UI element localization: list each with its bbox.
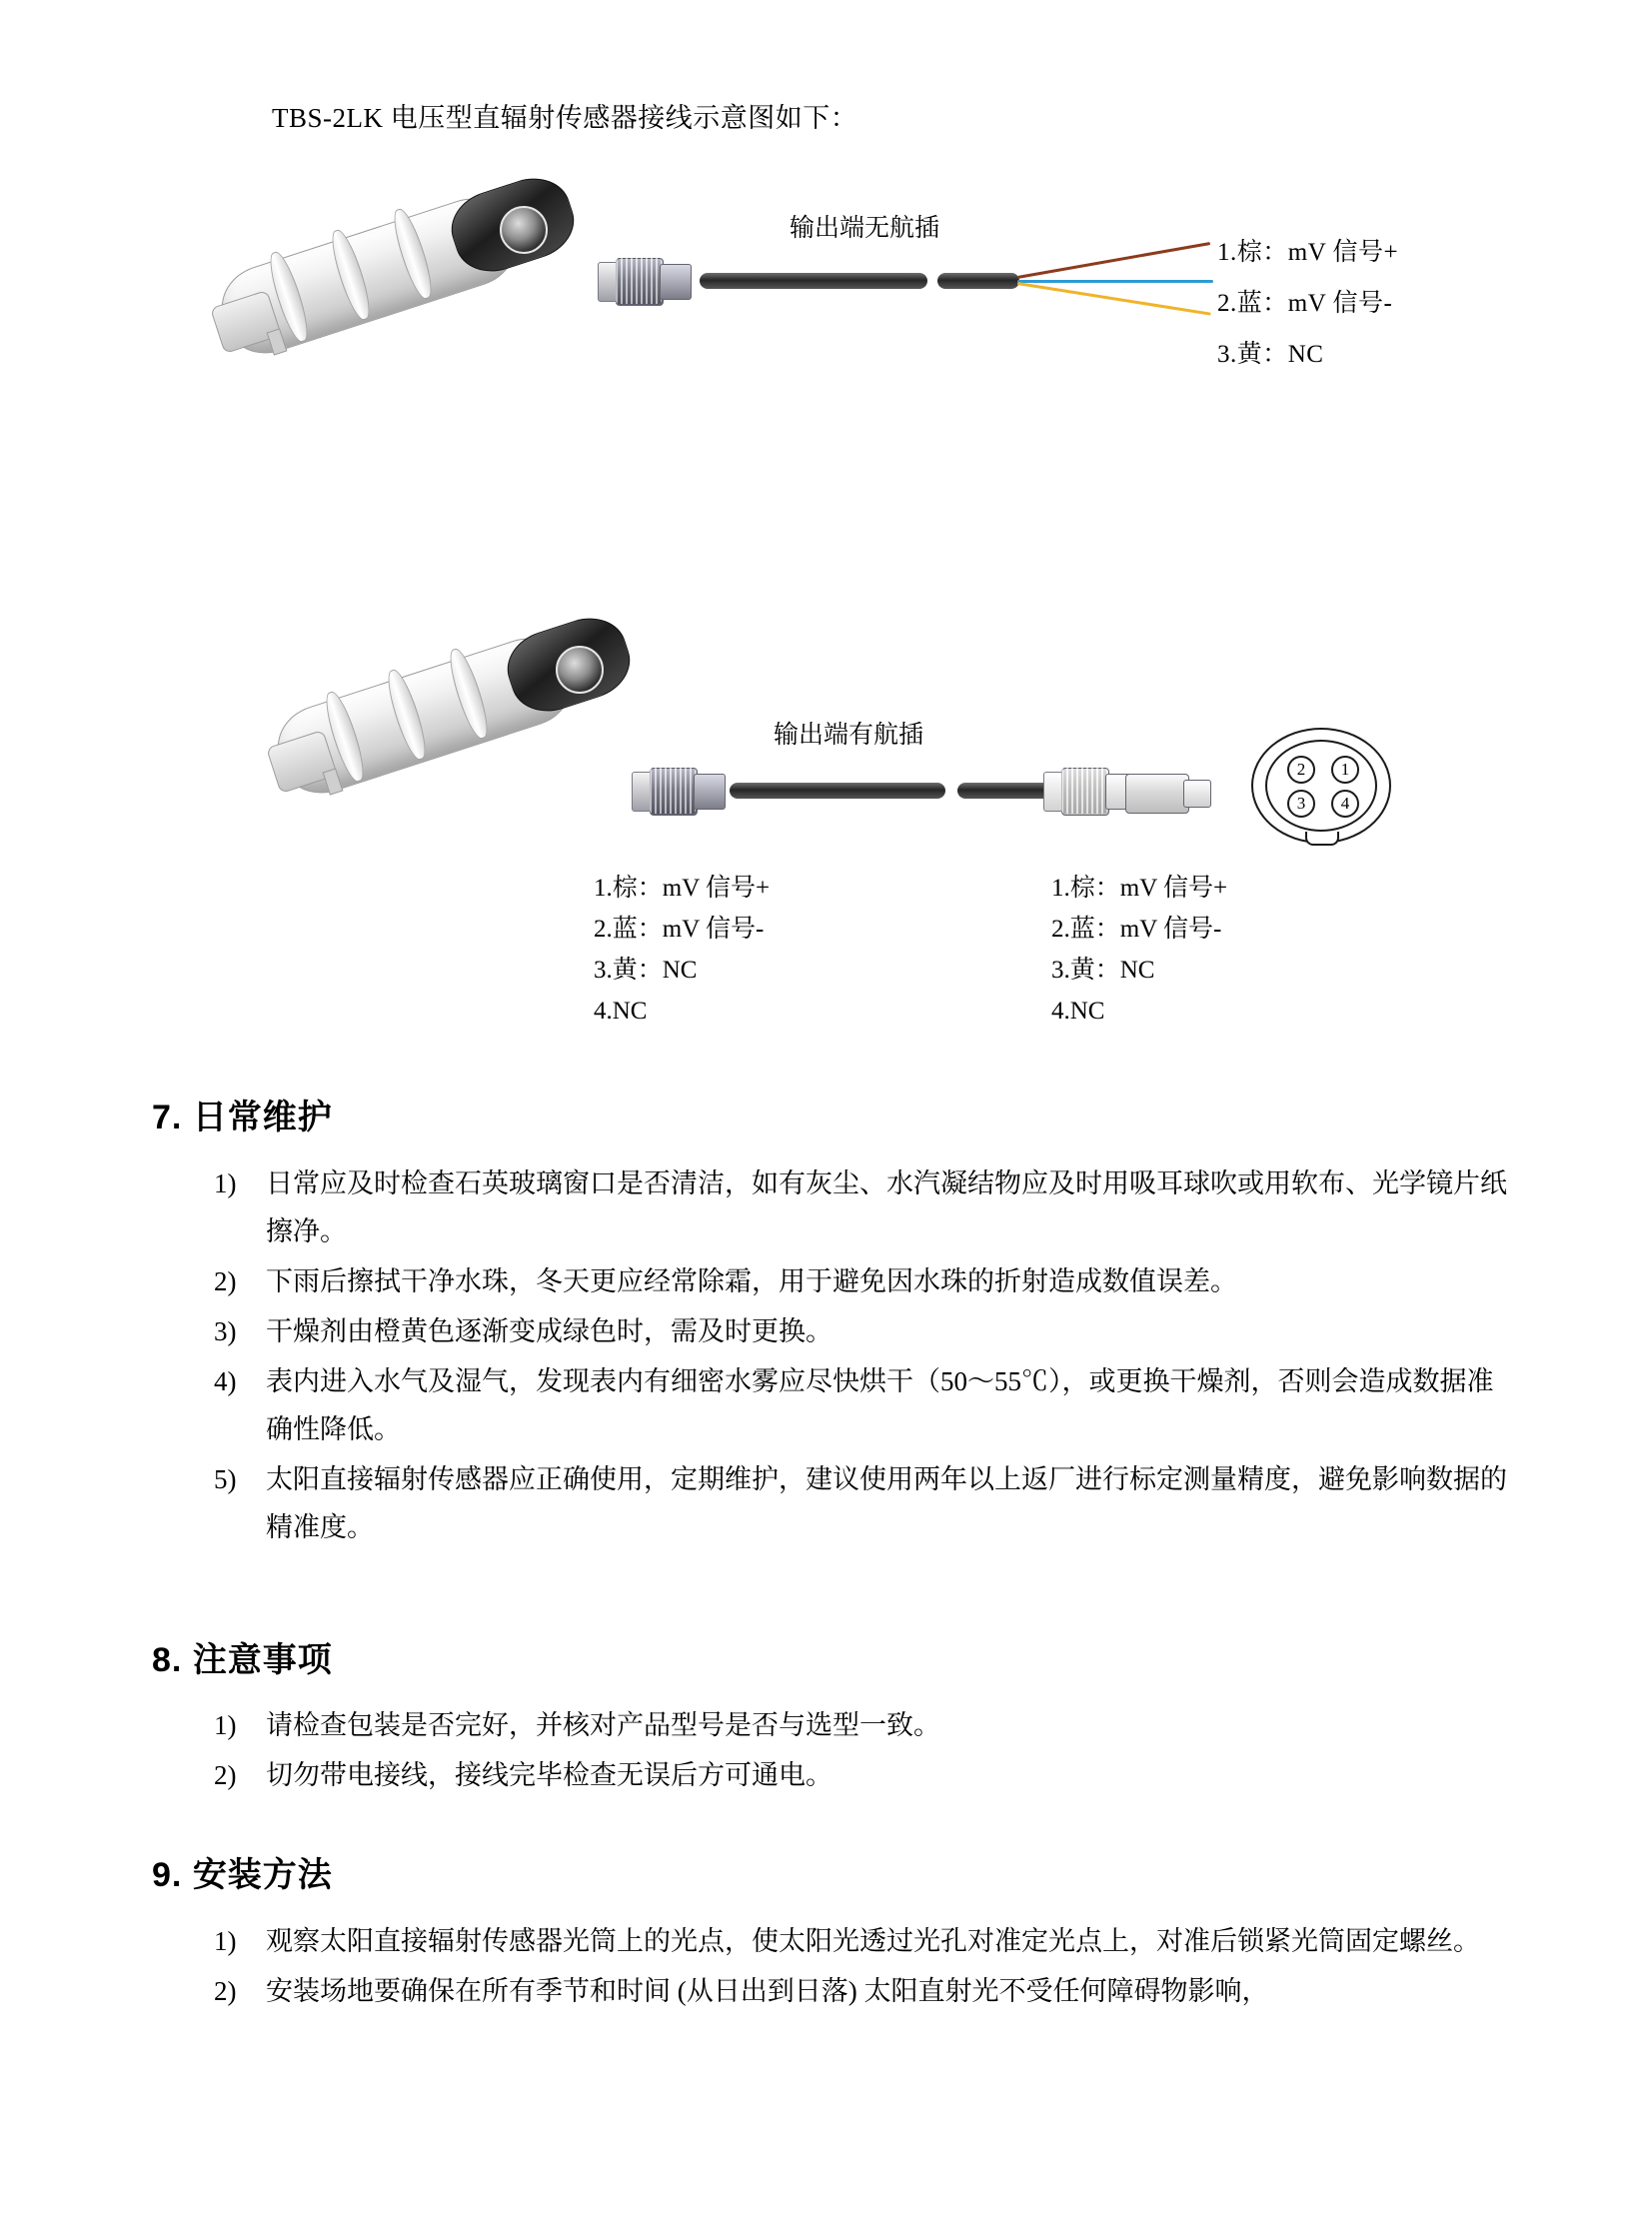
list-item-text: 请检查包装是否完好，并核对产品型号是否与选型一致。 (266, 1710, 940, 1740)
cable-connector-2-left (632, 768, 744, 814)
list-item (214, 1455, 1513, 1551)
figure2-left-pin-list (594, 868, 770, 1032)
section-number: 8. (152, 1641, 183, 1679)
list-item-number: 3) (214, 1316, 237, 1346)
connector-body (1125, 774, 1189, 814)
list-item-number: 1) (214, 1926, 237, 1956)
connector-shell (694, 774, 726, 810)
section-title: 安装方法 (192, 1856, 333, 1894)
pin-label: 4.NC (594, 998, 648, 1025)
list-item (214, 1257, 1513, 1305)
cable-segment-b (937, 273, 1019, 289)
section-8-list (214, 1701, 1513, 1801)
pin-label: 3.黄：NC (1051, 957, 1155, 984)
section-title: 日常维护 (192, 1099, 333, 1136)
connector-knurl (650, 768, 696, 814)
list-item-text: 切勿带电接线，接线完毕检查无误后方可通电。 (266, 1760, 832, 1790)
section-heading-7 (152, 1090, 333, 1138)
list-item-text: 观察太阳直接辐射传感器光筒上的光点，使太阳光透过光孔对准定光点上，对准后锁紧光筒固定螺丝。 (266, 1926, 1480, 1956)
figure2-right-pin-list (1051, 868, 1227, 1032)
sensor-illustration-1 (200, 180, 590, 380)
list-item-text: 下雨后擦拭干净水珠，冬天更应经常除霜，用于避免因水珠的折射造成数值误差。 (266, 1266, 1237, 1296)
pin-label: 2.蓝：mV 信号- (594, 916, 765, 943)
cable-segment-c (730, 783, 945, 799)
list-item-number: 4) (214, 1366, 237, 1396)
section-9-list (214, 1917, 1513, 2017)
list-item-text: 安装场地要确保在所有季节和时间 (从日出到日落) 太阳直射光不受任何障碍物影响， (266, 1976, 1269, 2006)
section-number: 9. (152, 1856, 183, 1894)
pinout-pin-3: 3 (1287, 790, 1315, 818)
connector-shell (660, 264, 692, 300)
list-item-text: 干燥剂由橙黄色逐渐变成绿色时，需及时更换。 (266, 1316, 832, 1346)
pin-label: 1.棕：mV 信号+ (594, 875, 771, 902)
list-item (214, 1967, 1513, 2015)
list-item (214, 1701, 1513, 1749)
cable-segment-a (700, 273, 927, 289)
pin-label: 1.棕：mV 信号+ (1051, 875, 1228, 902)
figure1-caption: 输出端无航插 (790, 215, 940, 242)
list-item (214, 1917, 1513, 1965)
figure-no-aviation-plug (0, 180, 1652, 460)
list-item-text: 日常应及时检查石英玻璃窗口是否清洁，如有灰尘、水汽凝结物应及时用吸耳球吹或用软布、光学镜片纸擦净。 (266, 1168, 1507, 1246)
sensor-lens-icon (556, 646, 604, 694)
list-item (214, 1751, 1513, 1799)
list-item-text: 表内进入水气及湿气，发现表内有细密水雾应尽快烘干（50～55℃），或更换干燥剂，否则会造成数据准确性降低。 (266, 1366, 1494, 1444)
pinout-diagram (1243, 728, 1403, 846)
pin-label: 4.NC (1051, 998, 1105, 1025)
list-item-number: 5) (214, 1464, 237, 1494)
wire-yellow (1017, 282, 1211, 316)
pinout-inner-ring (1265, 740, 1377, 832)
page-title: TBS-2LK 电压型直辐射传感器接线示意图如下： (272, 103, 858, 133)
list-item (214, 1159, 1513, 1255)
list-item (214, 1357, 1513, 1453)
section-7-list (214, 1159, 1513, 1553)
section-number: 7. (152, 1099, 183, 1136)
figure1-wire-label-1: 1.棕：mV 信号+ (1217, 239, 1399, 266)
sensor-illustration-2 (256, 620, 646, 820)
section-heading-8 (152, 1632, 333, 1681)
figure2-caption: 输出端有航插 (774, 722, 924, 749)
cable-connector-1 (598, 258, 710, 304)
section-title: 注意事项 (192, 1641, 333, 1679)
connector-knurl (616, 258, 662, 304)
pinout-pin-4: 4 (1331, 790, 1359, 818)
cable-segment-d (957, 783, 1055, 799)
section-heading-9 (152, 1847, 333, 1896)
figure1-wire-label-3: 3.黄：NC (1217, 341, 1324, 368)
figure-with-aviation-plug (0, 620, 1652, 1025)
pin-label: 2.蓝：mV 信号- (1051, 916, 1222, 943)
sensor-lens-icon (500, 206, 548, 254)
connector-knurl (1061, 768, 1107, 814)
pin-label: 3.黄：NC (594, 957, 698, 984)
pinout-pin-2: 2 (1287, 756, 1315, 784)
figure1-wire-label-2: 2.蓝：mV 信号- (1217, 290, 1393, 317)
wire-brown (1017, 242, 1211, 279)
aviation-plug-tail (1125, 772, 1237, 818)
list-item (214, 1307, 1513, 1355)
list-item-number: 2) (214, 1760, 237, 1790)
list-item-number: 2) (214, 1266, 237, 1296)
list-item-number: 1) (214, 1710, 237, 1740)
pinout-keyway (1305, 832, 1339, 846)
connector-shell (1183, 780, 1211, 808)
list-item-text: 太阳直接辐射传感器应正确使用，定期维护，建议使用两年以上返厂进行标定测量精度，避免影响数据的精准度。 (266, 1464, 1507, 1542)
pinout-pin-1: 1 (1331, 756, 1359, 784)
list-item-number: 2) (214, 1976, 237, 2006)
wire-blue (1017, 280, 1213, 283)
list-item-number: 1) (214, 1168, 237, 1198)
